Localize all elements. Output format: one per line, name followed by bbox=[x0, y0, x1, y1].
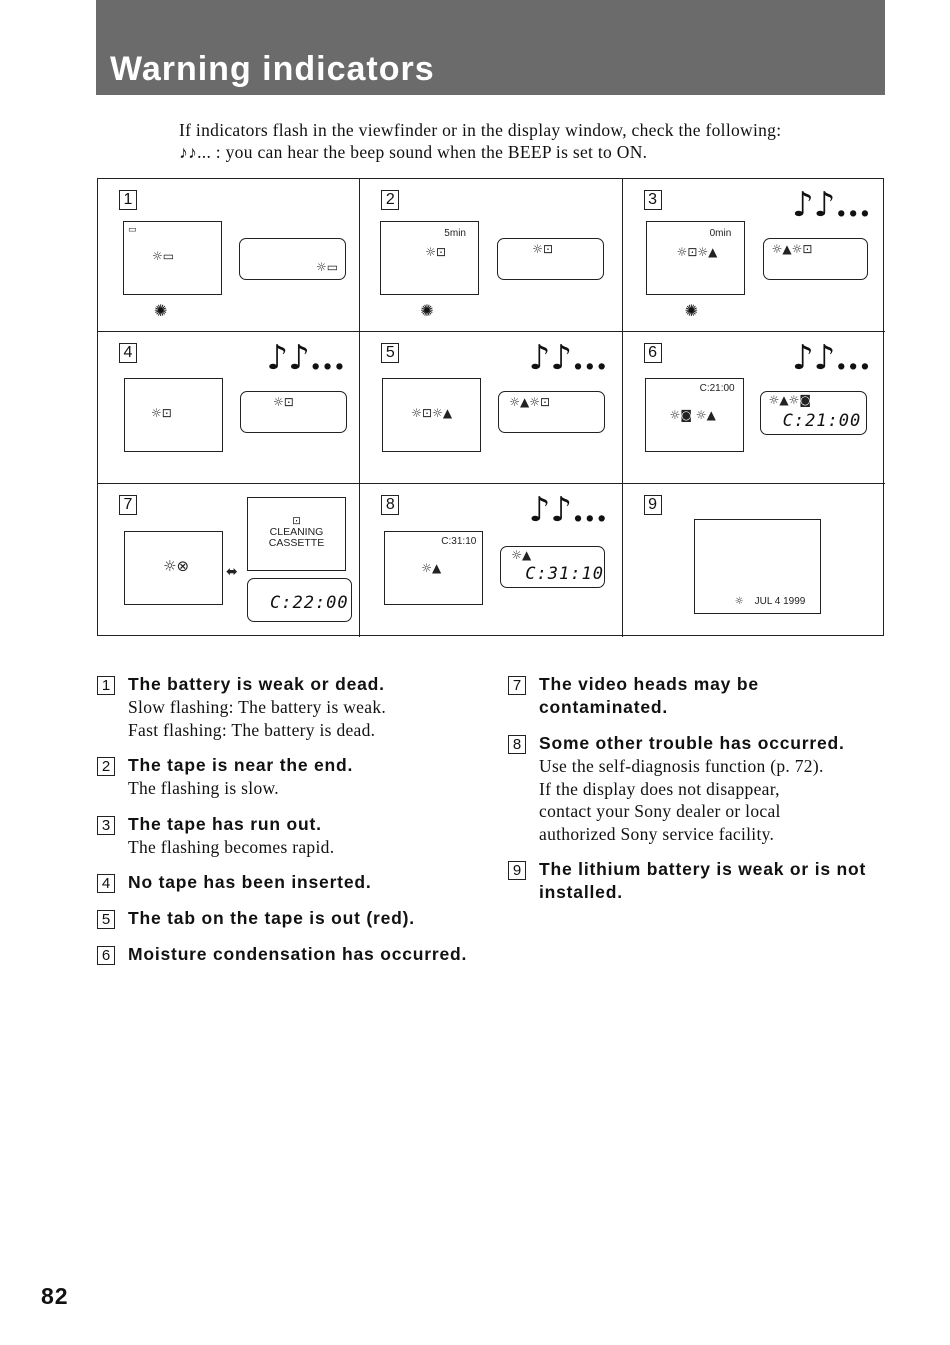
legend-number: 7 bbox=[508, 676, 526, 695]
legend-heading: The tape has run out. bbox=[128, 813, 322, 834]
tape-remaining-label: 0min bbox=[709, 228, 732, 239]
self-diagnosis-code: C:21:00 bbox=[699, 382, 735, 394]
legend-heading: The battery is weak or dead. bbox=[128, 674, 385, 694]
display-window bbox=[763, 238, 868, 280]
display-code: C:31:10 bbox=[525, 564, 604, 585]
cleaning-cassette-box bbox=[247, 497, 346, 571]
legend-number: 6 bbox=[97, 946, 115, 965]
cell-number: 2 bbox=[381, 190, 399, 210]
grid-cell-9 bbox=[623, 484, 885, 637]
legend-desc-line: authorized Sony service facility. bbox=[539, 823, 775, 844]
display-code: C:22:00 bbox=[270, 593, 349, 614]
legend-item bbox=[97, 907, 497, 930]
flashing-eject-icon: ☼▲ bbox=[421, 561, 442, 576]
legend-heading: The video heads may be contaminated. bbox=[539, 674, 759, 717]
viewfinder bbox=[380, 221, 479, 295]
legend-desc-line: Fast flashing: The battery is dead. bbox=[128, 719, 376, 740]
flashing-cassette-icon: ☼⊡ bbox=[151, 405, 172, 420]
grid-cell-5 bbox=[360, 332, 622, 485]
legend-heading: The tape is near the end. bbox=[128, 755, 354, 775]
display-window bbox=[247, 578, 352, 622]
legend-number: 3 bbox=[97, 816, 115, 835]
cassette-icon: ⊡ bbox=[292, 515, 301, 528]
legend-item bbox=[508, 732, 888, 845]
flashing-moisture-eject-icon: ☼◙ ☼▲ bbox=[669, 407, 716, 422]
lamp-icon: ✺ bbox=[154, 301, 168, 320]
flashing-cassette-icon: ☼⊡ bbox=[273, 394, 294, 409]
page-title: Warning indicators bbox=[110, 50, 435, 88]
flashing-battery-icon: ☼▭ bbox=[316, 260, 339, 274]
legend-desc-line: The flashing becomes rapid. bbox=[128, 836, 335, 857]
legend-desc-line: Use the self-diagnosis function (p. 72). bbox=[539, 756, 824, 776]
legend-left-column bbox=[97, 673, 497, 979]
beep-icon: ♪♪... bbox=[791, 185, 871, 225]
double-arrow-icon: ⬌ bbox=[226, 564, 238, 581]
cell-number: 5 bbox=[381, 343, 399, 363]
self-diagnosis-code: C:31:10 bbox=[441, 536, 477, 548]
cell-number: 6 bbox=[644, 343, 662, 363]
viewfinder bbox=[124, 378, 223, 452]
legend-item bbox=[508, 858, 888, 904]
legend-heading: Some other trouble has occurred. bbox=[539, 733, 845, 753]
flashing-cassette-icon: ☼⊡ bbox=[425, 245, 447, 259]
beep-icon: ♪♪... bbox=[791, 337, 871, 378]
cell-number: 4 bbox=[119, 343, 137, 363]
viewfinder bbox=[123, 221, 222, 295]
beep-icon: ♪♪... bbox=[266, 337, 346, 378]
flashing-cassette-eject-icon: ☼⊡☼▲ bbox=[411, 405, 453, 420]
grid-cell-2 bbox=[360, 179, 622, 332]
legend-item bbox=[508, 673, 888, 719]
viewfinder bbox=[124, 531, 223, 605]
cleaning-label: CLEANING bbox=[269, 526, 324, 539]
legend-desc-line: Slow flashing: The battery is weak. bbox=[128, 697, 387, 717]
legend-number: 9 bbox=[508, 861, 526, 880]
lamp-icon: ✺ bbox=[684, 301, 698, 320]
legend-heading: No tape has been inserted. bbox=[128, 872, 372, 892]
cell-number: 7 bbox=[119, 495, 137, 515]
lamp-icon: ✺ bbox=[420, 301, 434, 320]
cell-number: 1 bbox=[119, 190, 137, 210]
viewfinder bbox=[384, 531, 483, 605]
intro-line-2: ♪♪... : you can hear the beep sound when the BEEP is set to ON. bbox=[179, 142, 648, 162]
legend-heading: Moisture condensation has occurred. bbox=[128, 944, 468, 964]
battery-icon: ▭ bbox=[128, 225, 137, 235]
flashing-battery-icon: ☼▭ bbox=[152, 249, 175, 263]
flashing-cassette-icon: ☼⊡ bbox=[532, 242, 554, 256]
legend-heading: The lithium battery is weak or is not installed. bbox=[539, 859, 867, 902]
legend-item bbox=[97, 871, 497, 894]
beep-icon: ♪♪... bbox=[528, 490, 608, 531]
display-window bbox=[498, 391, 605, 433]
indicator-grid bbox=[97, 178, 884, 636]
legend-number: 2 bbox=[97, 757, 115, 776]
tape-remaining-label: 5min bbox=[444, 228, 466, 239]
grid-cell-7 bbox=[98, 484, 360, 637]
display-window bbox=[500, 546, 605, 588]
display-window bbox=[497, 238, 604, 280]
legend-number: 1 bbox=[97, 676, 115, 695]
flashing-clock-battery-icon: ☼ bbox=[734, 596, 744, 608]
display-code: C:21:00 bbox=[782, 410, 862, 431]
viewfinder bbox=[382, 378, 481, 452]
legend-item bbox=[97, 673, 497, 741]
flashing-eject-icon: ☼▲ bbox=[511, 548, 532, 563]
flashing-eject-cassette-icon: ☼▲☼⊡ bbox=[509, 394, 551, 409]
display-window bbox=[760, 391, 867, 435]
header-bar bbox=[96, 0, 885, 95]
flashing-eject-cassette-icon: ☼▲☼⊡ bbox=[771, 242, 813, 256]
cell-number: 3 bbox=[644, 190, 662, 210]
legend-item bbox=[97, 813, 497, 859]
grid-cell-6 bbox=[623, 332, 885, 485]
page-number: 82 bbox=[41, 1283, 69, 1309]
cell-number: 9 bbox=[644, 495, 662, 515]
display-window bbox=[239, 238, 346, 280]
flashing-eject-moisture-icon: ☼▲☼◙ bbox=[768, 392, 811, 407]
legend-desc-line: contact your Sony dealer or local bbox=[539, 801, 781, 821]
grid-cell-3 bbox=[623, 179, 885, 332]
legend-desc-line: The flashing is slow. bbox=[128, 778, 279, 798]
viewfinder bbox=[646, 221, 745, 295]
legend-desc-line: If the display does not disappear, bbox=[539, 778, 780, 799]
date-display: JUL 4 1999 bbox=[754, 596, 806, 608]
grid-cell-4 bbox=[98, 332, 360, 485]
viewfinder bbox=[694, 519, 821, 614]
cell-number: 8 bbox=[381, 495, 399, 515]
display-window bbox=[240, 391, 347, 433]
viewfinder bbox=[645, 378, 744, 452]
grid-cell-8 bbox=[360, 484, 622, 637]
legend-item bbox=[97, 754, 497, 800]
intro-text bbox=[179, 119, 781, 163]
cassette-label: CASSETTE bbox=[268, 537, 325, 550]
legend-heading: The tab on the tape is out (red). bbox=[128, 908, 415, 928]
beep-icon: ♪♪... bbox=[528, 337, 608, 378]
grid-cell-1 bbox=[98, 179, 360, 332]
legend-number: 8 bbox=[508, 735, 526, 754]
legend-right-column bbox=[508, 673, 888, 917]
legend-number: 5 bbox=[97, 910, 115, 929]
intro-line-1: If indicators flash in the viewfinder or in the display window, check the following: bbox=[179, 120, 782, 140]
flashing-cassette-eject-icon: ☼⊡☼▲ bbox=[676, 245, 718, 259]
legend-item bbox=[97, 943, 497, 966]
legend-number: 4 bbox=[97, 874, 115, 893]
flashing-head-warning-icon: ☼⊗ bbox=[163, 557, 190, 576]
